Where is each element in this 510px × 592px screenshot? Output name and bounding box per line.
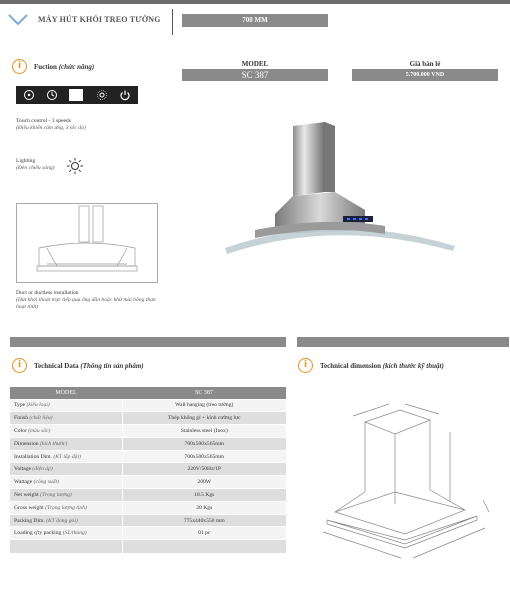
model-label: MODEL — [241, 60, 269, 68]
spec-value: 700x500x565mm — [122, 437, 286, 450]
top-border — [0, 0, 510, 4]
range-hood-image — [215, 118, 475, 270]
touch-control-text: Touch control - 3 speeds (Điều khiển cảm ứng, 3 tốc độ) — [16, 118, 86, 131]
fan-icon — [96, 89, 108, 101]
function-title: Fuction (chức năng) — [34, 63, 95, 71]
section-divider-left — [10, 337, 286, 347]
spec-value: 220V/50Hz/1P — [122, 463, 286, 476]
spec-value: 200W — [122, 476, 286, 489]
table-row — [10, 540, 286, 553]
table-row — [10, 527, 286, 540]
control-panel-strip — [16, 86, 138, 104]
technical-dimension-title: Technical dimension (kích thước kỹ thuật) — [320, 362, 444, 370]
table-row — [10, 476, 286, 489]
spec-key: Type (kiểu loại) — [10, 399, 122, 412]
power-icon — [23, 89, 35, 101]
spec-value: 775x440x550 mm — [122, 514, 286, 527]
table-row — [10, 463, 286, 476]
header-divider — [172, 9, 173, 35]
size-badge: 700 MM — [182, 14, 328, 27]
price-value: 5.700.000 VND — [352, 69, 498, 81]
technical-data-title: Technical Data (Thông tin sản phẩm) — [34, 362, 144, 370]
spec-key — [10, 540, 122, 553]
info-icon: i — [298, 358, 313, 373]
table-row — [10, 450, 286, 463]
spec-key: Net weight (Trọng lượng) — [10, 489, 122, 502]
spec-value: 18.5 Kgs — [122, 489, 286, 502]
spec-key: Finish (chất liệu) — [10, 412, 122, 425]
timer-icon — [46, 89, 58, 101]
spec-value: 700x500x565mm — [122, 450, 286, 463]
table-header-model: MODEL — [10, 387, 122, 399]
lighting-text: Lighting (Đèn chiếu sáng) — [16, 158, 55, 171]
light-bulb-icon — [66, 157, 84, 175]
table-row — [10, 437, 286, 450]
chevron-down-icon — [8, 14, 28, 26]
spec-value: 20 Kgs — [122, 501, 286, 514]
table-header-value: SC 387 — [122, 387, 286, 399]
table-header-row — [10, 387, 286, 399]
spec-key: Wattage (công suất) — [10, 476, 122, 489]
spec-key: Color (màu sắc) — [10, 425, 122, 438]
dimension-drawing — [305, 392, 505, 572]
spec-value: Thép không gỉ + kính cường lực — [122, 412, 286, 425]
table-row — [10, 514, 286, 527]
duct-installation-text: Duct or ductless installation (Hút khói thoát trực tiếp qua ống dẫn hoặc khử mùi bằng than hoạt tính) — [16, 290, 156, 310]
table-row — [10, 489, 286, 502]
installation-diagram — [16, 203, 158, 283]
spec-key: Packing Dim. (KT đóng gói) — [10, 514, 122, 527]
section-divider-right — [297, 337, 509, 347]
price-label: Giá bán lẻ — [409, 60, 441, 68]
spec-key: Dimension (kích thước) — [10, 437, 122, 450]
spec-value — [122, 540, 286, 553]
page-header — [0, 6, 510, 36]
model-value: SC 387 — [182, 69, 328, 81]
info-icon: i — [12, 59, 27, 74]
power-ring-icon — [119, 89, 131, 101]
spec-key: Voltage (điện áp) — [10, 463, 122, 476]
spec-value: Wall hanging (treo tường) — [122, 399, 286, 412]
spec-value: Stainless steel (Inox) — [122, 425, 286, 438]
info-icon: i — [12, 358, 27, 373]
spec-key: Installation Dim. (KT lắp đặt) — [10, 450, 122, 463]
table-row — [10, 425, 286, 438]
square-button-icon — [68, 89, 84, 101]
table-row — [10, 399, 286, 412]
product-category-title: MÁY HÚT KHÓI TREO TƯỜNG — [38, 15, 161, 24]
table-row — [10, 412, 286, 425]
technical-data-table — [10, 387, 286, 553]
spec-value: 01 pc — [122, 527, 286, 540]
spec-key: Loading q'ty packing (SL/thùng) — [10, 527, 122, 540]
table-row — [10, 501, 286, 514]
spec-key: Gross weight (Trọng lượng tịnh) — [10, 501, 122, 514]
